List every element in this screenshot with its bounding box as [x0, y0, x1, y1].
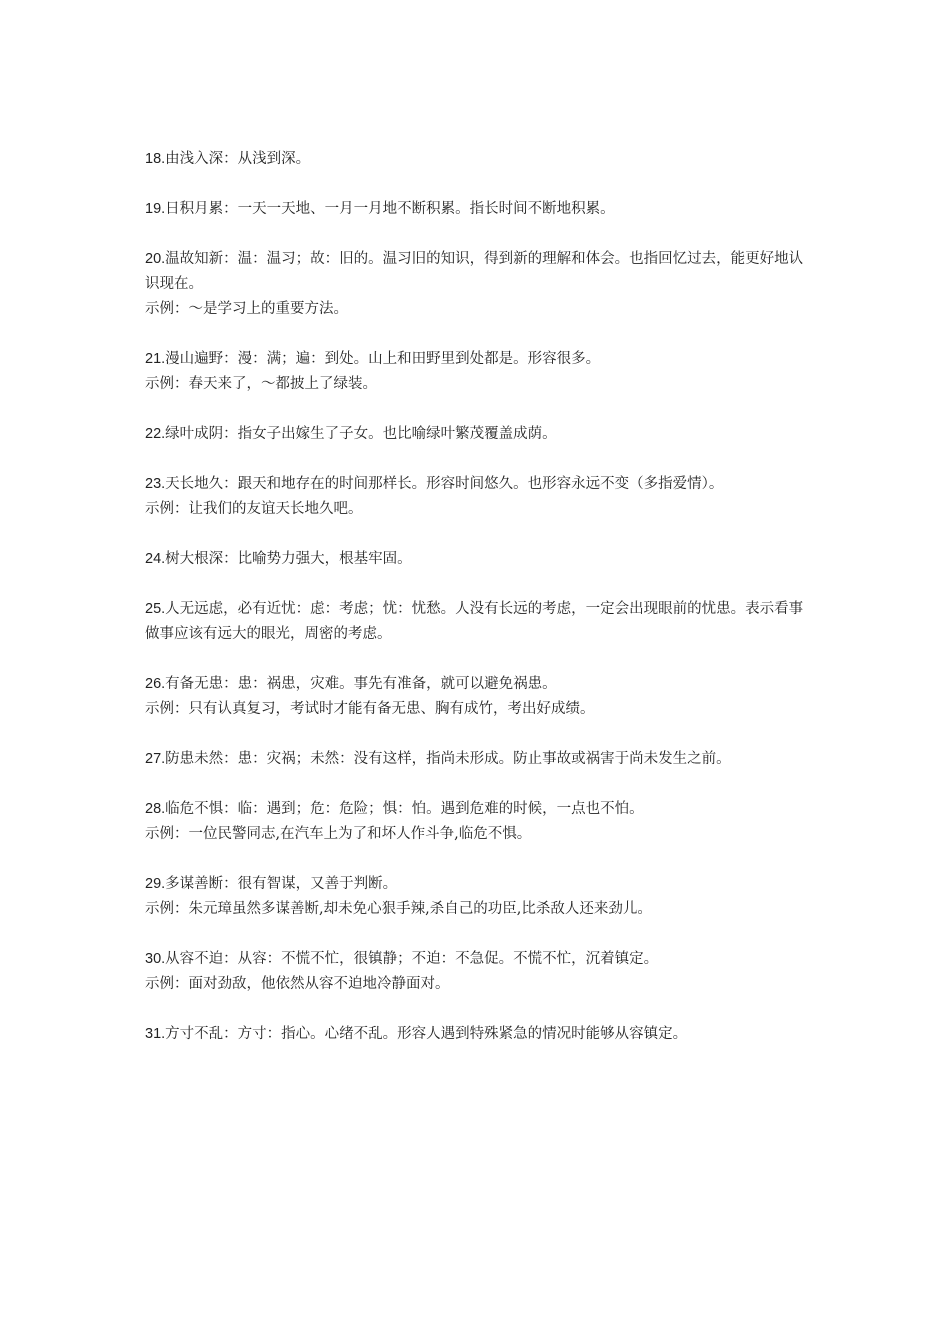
- idiom-entry-22: [145, 422, 815, 447]
- definition-text: 多谋善断：很有智谋，又善于判断。: [165, 876, 398, 892]
- idiom-definition: [145, 672, 815, 697]
- document-body: [145, 147, 815, 1072]
- entry-number: 28.: [145, 801, 166, 817]
- idiom-entry-31: [145, 1022, 815, 1047]
- idiom-entry-27: [145, 747, 815, 772]
- definition-text: 临危不惧：临：遇到；危：危险；惧：怕。遇到危难的时候，一点也不怕。: [165, 801, 644, 817]
- entry-number: 24.: [145, 551, 166, 567]
- idiom-definition: [145, 247, 815, 297]
- idiom-definition: [145, 147, 815, 172]
- idiom-entry-20: [145, 247, 815, 322]
- definition-text: 漫山遍野：漫：满；遍：到处。山上和田野里到处都是。形容很多。: [165, 351, 601, 367]
- idiom-entry-28: [145, 797, 815, 847]
- idiom-example: 示例：一位民警同志,在汽车上为了和坏人作斗争,临危不惧。: [145, 826, 532, 842]
- idiom-definition: [145, 347, 815, 372]
- entry-number: 30.: [145, 951, 166, 967]
- entry-number: 27.: [145, 751, 166, 767]
- entry-number: 26.: [145, 676, 166, 692]
- entry-number: 22.: [145, 426, 166, 442]
- definition-text: 树大根深：比喻势力强大，根基牢固。: [165, 551, 412, 567]
- idiom-definition: [145, 947, 815, 972]
- idiom-entry-29: [145, 872, 815, 922]
- entry-number: 31.: [145, 1026, 166, 1042]
- idiom-entry-19: [145, 197, 815, 222]
- idiom-entry-25: [145, 597, 815, 647]
- definition-text: 由浅入深：从浅到深。: [165, 151, 311, 167]
- idiom-definition: [145, 197, 815, 222]
- definition-text: 温故知新：温：温习；故：旧的。温习旧的知识，得到新的理解和体会。也指回忆过去，能更好地认识现在。: [145, 251, 804, 292]
- idiom-definition: [145, 797, 815, 822]
- definition-text: 方寸不乱：方寸：指心。心绪不乱。形容人遇到特殊紧急的情况时能够从容镇定。: [165, 1026, 688, 1042]
- idiom-entry-21: [145, 347, 815, 397]
- definition-text: 防患未然：患：灾祸；未然：没有这样，指尚未形成。防止事故或祸害于尚未发生之前。: [165, 751, 731, 767]
- idiom-definition: [145, 872, 815, 897]
- definition-text: 日积月累：一天一天地、一月一月地不断积累。指长时间不断地积累。: [165, 201, 615, 217]
- idiom-definition: [145, 1022, 815, 1047]
- idiom-example: 示例：面对劲敌，他依然从容不迫地冷静面对。: [145, 976, 450, 992]
- entry-number: 23.: [145, 476, 166, 492]
- definition-text: 从容不迫：从容：不慌不忙，很镇静；不迫：不急促。不慌不忙，沉着镇定。: [165, 951, 659, 967]
- idiom-definition: [145, 747, 815, 772]
- idiom-entry-18: [145, 147, 815, 172]
- idiom-example: 示例：让我们的友谊天长地久吧。: [145, 501, 363, 517]
- entry-number: 29.: [145, 876, 166, 892]
- definition-text: 天长地久：跟天和地存在的时间那样长。形容时间悠久。也形容永远不变（多指爱情）。: [165, 476, 724, 492]
- idiom-definition: [145, 472, 815, 497]
- idiom-example: 示例：朱元璋虽然多谋善断,却未免心狠手辣,杀自己的功臣,比杀敌人还来劲儿。: [145, 901, 652, 917]
- idiom-entry-30: [145, 947, 815, 997]
- entry-number: 20.: [145, 251, 166, 267]
- definition-text: 绿叶成阴：指女子出嫁生了子女。也比喻绿叶繁茂覆盖成荫。: [165, 426, 557, 442]
- entry-number: 19.: [145, 201, 166, 217]
- idiom-entry-24: [145, 547, 815, 572]
- idiom-entry-23: [145, 472, 815, 522]
- idiom-example: 示例：～是学习上的重要方法。: [145, 301, 348, 317]
- idiom-definition: [145, 422, 815, 447]
- idiom-example: 示例：春天来了，～都披上了绿装。: [145, 376, 377, 392]
- idiom-definition: [145, 597, 815, 647]
- definition-text: 有备无患：患：祸患，灾难。事先有准备，就可以避免祸患。: [165, 676, 557, 692]
- entry-number: 18.: [145, 151, 166, 167]
- definition-text: 人无远虑，必有近忧：虑：考虑；忧：忧愁。人没有长远的考虑，一定会出现眼前的忧患。表示看事做事应该有远大的眼光，周密的考虑。: [145, 601, 804, 642]
- entry-number: 21.: [145, 351, 166, 367]
- idiom-entry-26: [145, 672, 815, 722]
- entry-number: 25.: [145, 601, 166, 617]
- idiom-definition: [145, 547, 815, 572]
- idiom-example: 示例：只有认真复习，考试时才能有备无患、胸有成竹，考出好成绩。: [145, 701, 595, 717]
